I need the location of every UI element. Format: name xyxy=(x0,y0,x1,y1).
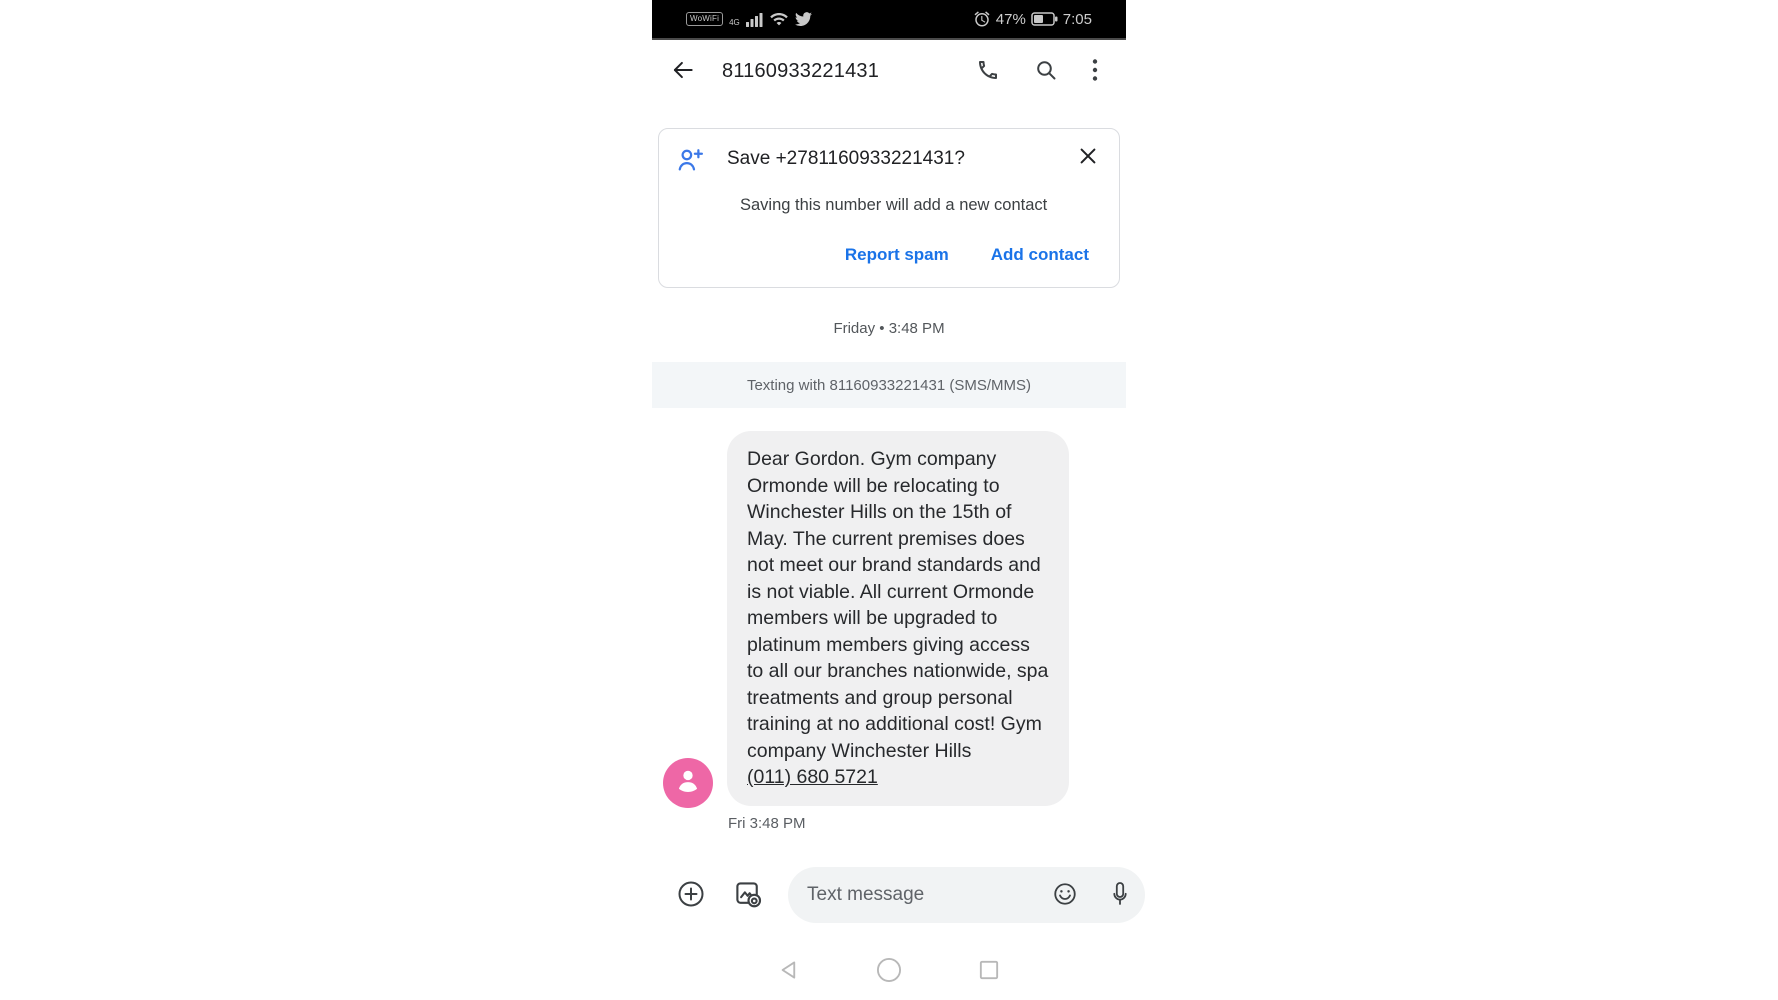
search-button[interactable] xyxy=(1034,58,1058,85)
messages-app-screen xyxy=(652,0,1126,1000)
person-add-icon xyxy=(675,145,705,180)
sender-avatar[interactable] xyxy=(663,758,713,808)
save-contact-card xyxy=(658,128,1120,288)
gallery-button[interactable] xyxy=(733,879,763,912)
back-button[interactable] xyxy=(670,57,696,86)
battery-icon xyxy=(1031,12,1058,26)
navigation-bar xyxy=(652,942,1126,1000)
nav-home-button[interactable] xyxy=(875,956,903,987)
conversation-title[interactable]: 81160933221431 xyxy=(722,59,880,82)
message-row xyxy=(652,431,1126,806)
nav-back-button[interactable] xyxy=(775,956,803,987)
recents-square-icon xyxy=(975,956,1003,987)
emoji-button[interactable] xyxy=(1052,881,1078,910)
message-input-pill xyxy=(788,867,1145,923)
status-bar xyxy=(652,0,1126,40)
call-button[interactable] xyxy=(976,58,1000,85)
battery-percent-label: 47% xyxy=(995,10,1026,28)
twitter-icon xyxy=(795,12,812,27)
message-bubble[interactable] xyxy=(727,431,1069,806)
search-icon xyxy=(1034,58,1058,85)
person-icon xyxy=(672,764,704,801)
microphone-icon xyxy=(1108,881,1132,910)
message-input[interactable] xyxy=(807,884,1052,906)
save-card-title: Save +2781160933221431? xyxy=(727,148,965,169)
plus-circle-icon xyxy=(676,879,706,912)
save-card-subtitle: Saving this number will add a new contact xyxy=(740,196,1048,214)
phone-call-icon xyxy=(976,58,1000,85)
dismiss-card-button[interactable] xyxy=(1077,145,1099,170)
voice-input-button[interactable] xyxy=(1108,881,1132,910)
message-timestamp: Fri 3:48 PM xyxy=(728,814,806,832)
date-header: Friday • 3:48 PM xyxy=(833,320,945,337)
three-dot-menu-icon xyxy=(1092,58,1098,85)
report-spam-button[interactable]: Report spam xyxy=(844,245,949,264)
back-arrow-icon xyxy=(670,57,696,86)
alarm-icon xyxy=(973,10,991,28)
attach-button[interactable] xyxy=(676,879,706,912)
signal-strength-icon xyxy=(746,11,763,27)
app-bar xyxy=(652,40,1126,102)
add-contact-button[interactable]: Add contact xyxy=(990,245,1089,264)
compose-bar xyxy=(652,866,1126,924)
overflow-menu-button[interactable] xyxy=(1092,58,1098,85)
texting-with-banner: Texting with 81160933221431 (SMS/MMS) xyxy=(652,362,1126,408)
emoji-smile-icon xyxy=(1052,881,1078,910)
close-icon xyxy=(1077,145,1099,170)
status-time-label: 7:05 xyxy=(1062,10,1092,28)
back-triangle-icon xyxy=(775,956,803,987)
gallery-camera-icon xyxy=(733,879,763,912)
network-type-label: 4G xyxy=(729,18,740,27)
phone-number-link[interactable]: (011) 680 5721 xyxy=(747,766,878,788)
home-circle-icon xyxy=(875,956,903,987)
nav-recents-button[interactable] xyxy=(975,956,1003,987)
message-text: Dear Gordon. Gym company Ormonde will be relocating to Winchester Hills on the 15th of May. The current premises does not meet our brand standards and is not viable. All current Ormonde members will be upgraded to platinum members giving access to all our branches nationwide, spa treatments and group personal training at no additional cost! Gym company Winchester Hills xyxy=(747,448,1049,762)
wifi-calling-badge: WoWiFi xyxy=(686,12,723,26)
wifi-icon xyxy=(769,11,789,27)
